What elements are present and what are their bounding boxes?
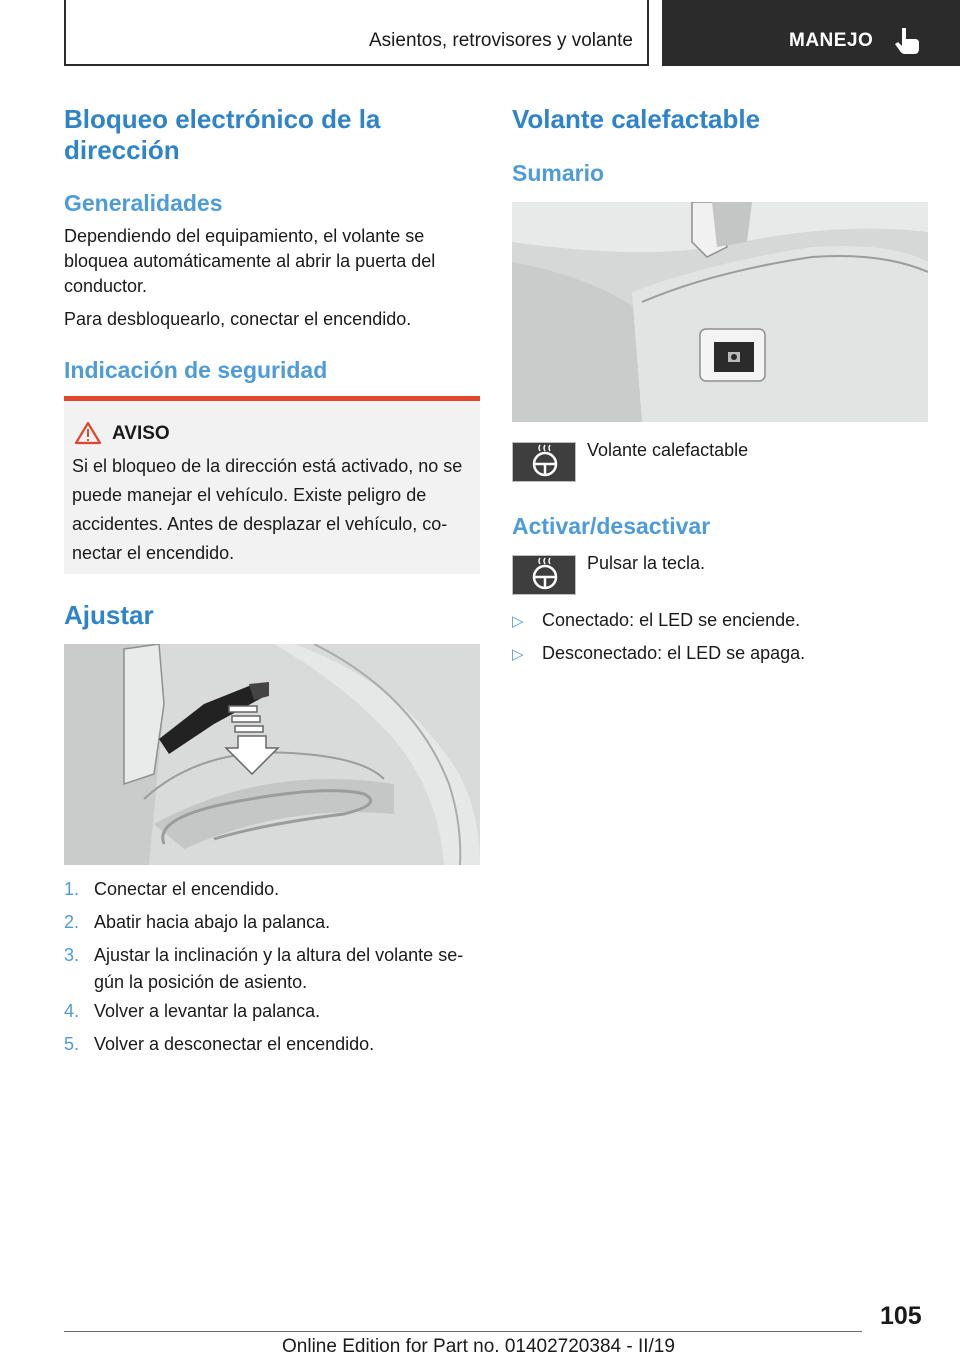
heated-steering-wheel-icon	[513, 556, 577, 596]
footer-divider	[64, 1331, 862, 1332]
step-text: Abatir hacia abajo la palanca.	[94, 912, 331, 932]
heading-overview: Sumario	[512, 160, 605, 186]
list-item	[64, 942, 480, 996]
heated-wheel-button-image	[512, 202, 928, 422]
heading-toggle: Activar/desactivar	[512, 513, 711, 539]
heated-steering-wheel-icon	[513, 443, 577, 483]
list-item	[64, 876, 480, 903]
triangle-bullet-icon: ▷	[512, 646, 524, 663]
step-text: Ajustar la inclinación y la altura del volante se-gún la posición de asiento.	[94, 945, 464, 992]
heated-wheel-button-icon-tile	[512, 442, 576, 482]
heading-general: Generalidades	[64, 190, 223, 216]
page-number: 105	[880, 1302, 922, 1330]
step-number: 4.	[64, 1001, 80, 1021]
step-text: Conectar el encendido.	[94, 879, 280, 899]
page-title-steering-lock: Bloqueo electrónico de la dirección	[64, 104, 381, 165]
step-number: 3.	[64, 945, 80, 965]
warning-title: AVISO	[112, 423, 170, 444]
step-text: Volver a levantar la palanca.	[94, 1001, 321, 1021]
heading-heated-wheel: Volante calefactable	[512, 104, 761, 134]
list-item	[64, 1031, 480, 1058]
edition-note: Online Edition for Part no. 01402720384 - II/19	[282, 1336, 675, 1357]
section-title: MANEJO	[789, 30, 874, 51]
chapter-header	[64, 0, 649, 66]
warning-bar	[64, 396, 480, 401]
step-number: 5.	[64, 1034, 80, 1054]
press-instruction: Pulsar la tecla.	[587, 553, 706, 573]
hand-pointer-icon	[893, 26, 923, 56]
bullet-text: Desconectado: el LED se apaga.	[542, 643, 806, 663]
paragraph-unlock: Para desbloquearlo, conectar el encendido.	[64, 309, 412, 329]
warning-text: Si el bloqueo de la dirección está activado, no se puede manejar el vehículo. Existe peligro de accidentes. Antes de desplazar el vehículo, co-nectar el encendido.	[72, 456, 463, 563]
warning-box	[64, 396, 480, 574]
paragraph-general: Dependiendo del equipamiento, el volante se bloquea automáticamente al abrir la puerta del conductor.	[64, 226, 436, 296]
list-item	[64, 909, 480, 936]
step-number: 2.	[64, 912, 80, 932]
heated-wheel-button-icon-tile	[512, 555, 576, 595]
chapter-title: Asientos, retrovisores y volante	[368, 30, 633, 51]
heading-safety: Indicación de seguridad	[64, 357, 328, 383]
warning-triangle-icon	[74, 421, 102, 445]
bullet-text: Conectado: el LED se enciende.	[542, 610, 801, 630]
step-text: Volver a desconectar el encendido.	[94, 1034, 375, 1054]
step-number: 1.	[64, 879, 80, 899]
heading-adjust: Ajustar	[64, 600, 154, 630]
list-item	[64, 998, 480, 1025]
steering-lever-image	[64, 644, 480, 865]
triangle-bullet-icon: ▷	[512, 613, 524, 630]
button-caption: Volante calefactable	[587, 440, 749, 460]
